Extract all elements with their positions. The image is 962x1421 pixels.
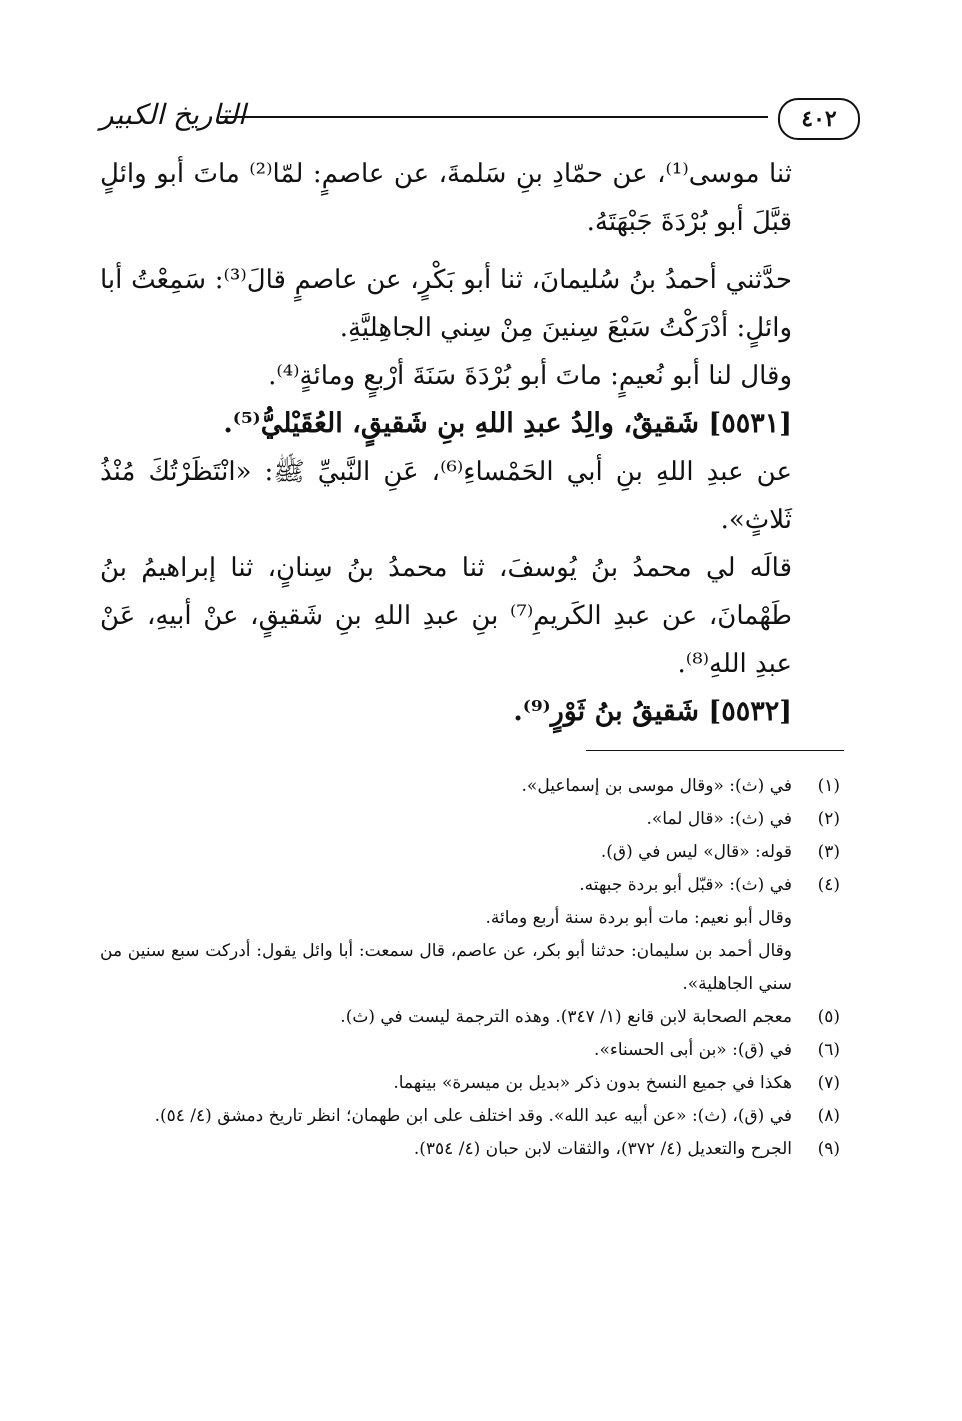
- page-header: [100, 92, 860, 142]
- header-rule: [220, 116, 768, 118]
- paragraph-3: وقال لنا أبو نُعيمٍ: ماتَ أبو بُرْدَةَ سَنَةَ أرْبعٍ ومائةٍ⁽⁴⁾.: [268, 361, 792, 391]
- footnote: (٨) في (ق)، (ث): «عن أبيه عبد الله». وقد اختلف على ابن طهمان؛ انظر تاريخ دمشق (٤/ ٥٤).: [154, 1106, 840, 1126]
- footnote-continuation: وقال أبو نعيم: مات أبو بردة سنة أربع ومائة.: [485, 908, 792, 928]
- paragraph-4: عن عبدِ اللهِ بنِ أبي الحَمْساءِ⁽⁶⁾، عَنِ النَّبيِّ ﷺ: «انْتَظَرْتُكَ مُنْذُ ثَلاثٍ».: [100, 457, 792, 535]
- footnote: (٦) في (ق): «بن أبى الحسناء».: [594, 1040, 840, 1060]
- footnote: (٩) الجرح والتعديل (٤/ ٣٧٢)، والثقات لابن حبان (٤/ ٣٥٤).: [413, 1139, 840, 1159]
- footnotes: [100, 770, 840, 1166]
- paragraph-2: حدَّثني أحمدُ بنُ سُليمانَ، ثنا أبو بَكْرٍ، عن عاصمٍ قالَ⁽³⁾: سَمِعْتُ أبا وائلٍ: أدْرَكْتُ سَبْعَ سِنينَ مِنْ سِني الجاهِليَّةِ.: [100, 265, 792, 343]
- footnote: (٢) في (ث): «قال لما».: [646, 809, 840, 829]
- footnote: (٧) هكذا في جميع النسخ بدون ذكر «بديل بن ميسرة» بينهما.: [393, 1073, 840, 1093]
- paragraph-5: قالَه لي محمدُ بنُ يُوسفَ، ثنا محمدُ بنُ سِنانٍ، ثنا إبراهيمُ بنُ طَهْمانَ، عن عبدِ الكَريمِ⁽⁷⁾ بنِ عبدِ اللهِ بنِ شَقيقٍ، عنْ أبيهِ، عَنْ عبدِ اللهِ⁽⁸⁾.: [100, 553, 792, 679]
- footnote-separator: [586, 750, 844, 751]
- footnote: (٣) قوله: «قال» ليس في (ق).: [600, 842, 840, 862]
- footnote-continuation: وقال أحمد بن سليمان: حدثنا أبو بكر، عن عاصم، قال سمعت: أبا وائل يقول: أدركت سبع سنين من سني الجاهلية».: [100, 941, 792, 994]
- footnote: (١) في (ث): «وقال موسى بن إسماعيل».: [521, 776, 840, 796]
- footnote: (٤) في (ث): «قبّل أبو بردة جبهته.: [579, 875, 840, 895]
- entry-heading-5532: [٥٥٣٢] شَقيقُ بنُ ثَوْرٍ⁽⁹⁾.: [513, 696, 792, 727]
- footnote: (٥) معجم الصحابة لابن قانع (١/ ٣٤٧). وهذه الترجمة ليست في (ث).: [340, 1007, 840, 1027]
- paragraph-1: ثنا موسى⁽¹⁾، عن حمّادِ بنِ سَلمةَ، عن عاصمٍ: لمّا⁽²⁾ ماتَ أبو وائلٍ قبَّلَ أبو بُرْدَةَ جَبْهَتَهُ.: [100, 159, 793, 237]
- page-number: ٤٠٢: [778, 98, 860, 140]
- book-title: التاريخ الكبير: [100, 98, 246, 131]
- main-text: [100, 150, 840, 736]
- entry-heading-5531: [٥٥٣١] شَقيقٌ، والِدُ عبدِ اللهِ بنِ شَقيقٍ، العُقَيْليُّ⁽⁵⁾.: [223, 408, 792, 439]
